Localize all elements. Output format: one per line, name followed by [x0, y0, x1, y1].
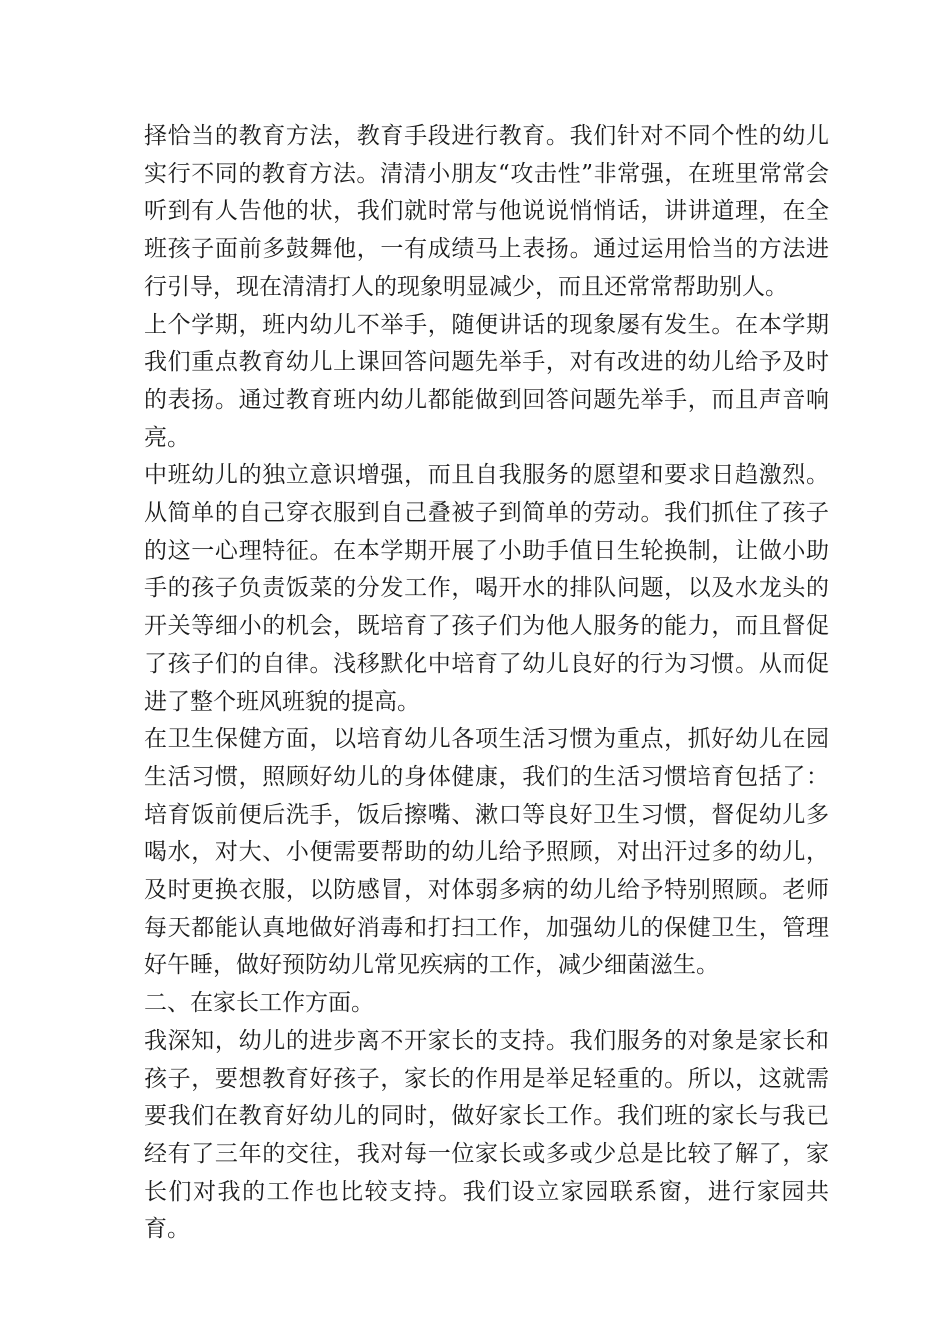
- paragraph-3: 中班幼儿的独立意识增强，而且自我服务的愿望和要求日趋激烈。从简单的自己穿衣服到自己叠被子到简单的劳动。我们抓住了孩子的这一心理特征。在本学期开展了小助手值日生轮换制，让做小助手的孩子负责饭菜的分发工作，喝开水的排队问题，以及水龙头的开关等细小的机会，既培育了孩子们为他人服务的能力，而且督促了孩子们的自律。浅移默化中培育了幼儿良好的行为习惯。从而促进了整个班风班貌的提高。: [144, 462, 829, 715]
- document-body: [144, 118, 829, 1249]
- paragraph-2: 上个学期，班内幼儿不举手，随便讲话的现象屡有发生。在本学期我们重点教育幼儿上课回答问题先举手，对有改进的幼儿给予及时的表扬。通过教育班内幼儿都能做到回答问题先举手，而且声音响亮。: [144, 311, 829, 451]
- paragraph-4: 在卫生保健方面，以培育幼儿各项生活习惯为重点，抓好幼儿在园生活习惯，照顾好幼儿的身体健康，我们的生活习惯培育包括了：培育饭前便后洗手，饭后擦嘴、漱口等良好卫生习惯，督促幼儿多喝水，对大、小便需要帮助的幼儿给予照顾，对出汗过多的幼儿，及时更换衣服，以防感冒，对体弱多病的幼儿给予特别照顾。老师每天都能认真地做好消毒和打扫工作，加强幼儿的保健卫生，管理好午睡，做好预防幼儿常见疾病的工作，减少细菌滋生。: [144, 726, 829, 979]
- paragraph-5: 我深知，幼儿的进步离不开家长的支持。我们服务的对象是家长和孩子，要想教育好孩子，家长的作用是举足轻重的。所以，这就需要我们在教育好幼儿的同时，做好家长工作。我们班的家长与我已经有了三年的交往，我对每一位家长或多或少总是比较了解了，家长们对我的工作也比较支持。我们设立家园联系窗，进行家园共育。: [144, 1027, 829, 1243]
- paragraph-1: 择恰当的教育方法，教育手段进行教育。我们针对不同个性的幼儿实行不同的教育方法。清清小朋友“攻击性”非常强，在班里常常会听到有人告他的状，我们就时常与他说说悄悄话，讲讲道理，在全班孩子面前多鼓舞他，一有成绩马上表扬。通过运用恰当的方法进行引导，现在清清打人的现象明显减少，而且还常常帮助别人。: [144, 123, 829, 300]
- section-heading: 二、在家长工作方面。: [144, 990, 374, 1017]
